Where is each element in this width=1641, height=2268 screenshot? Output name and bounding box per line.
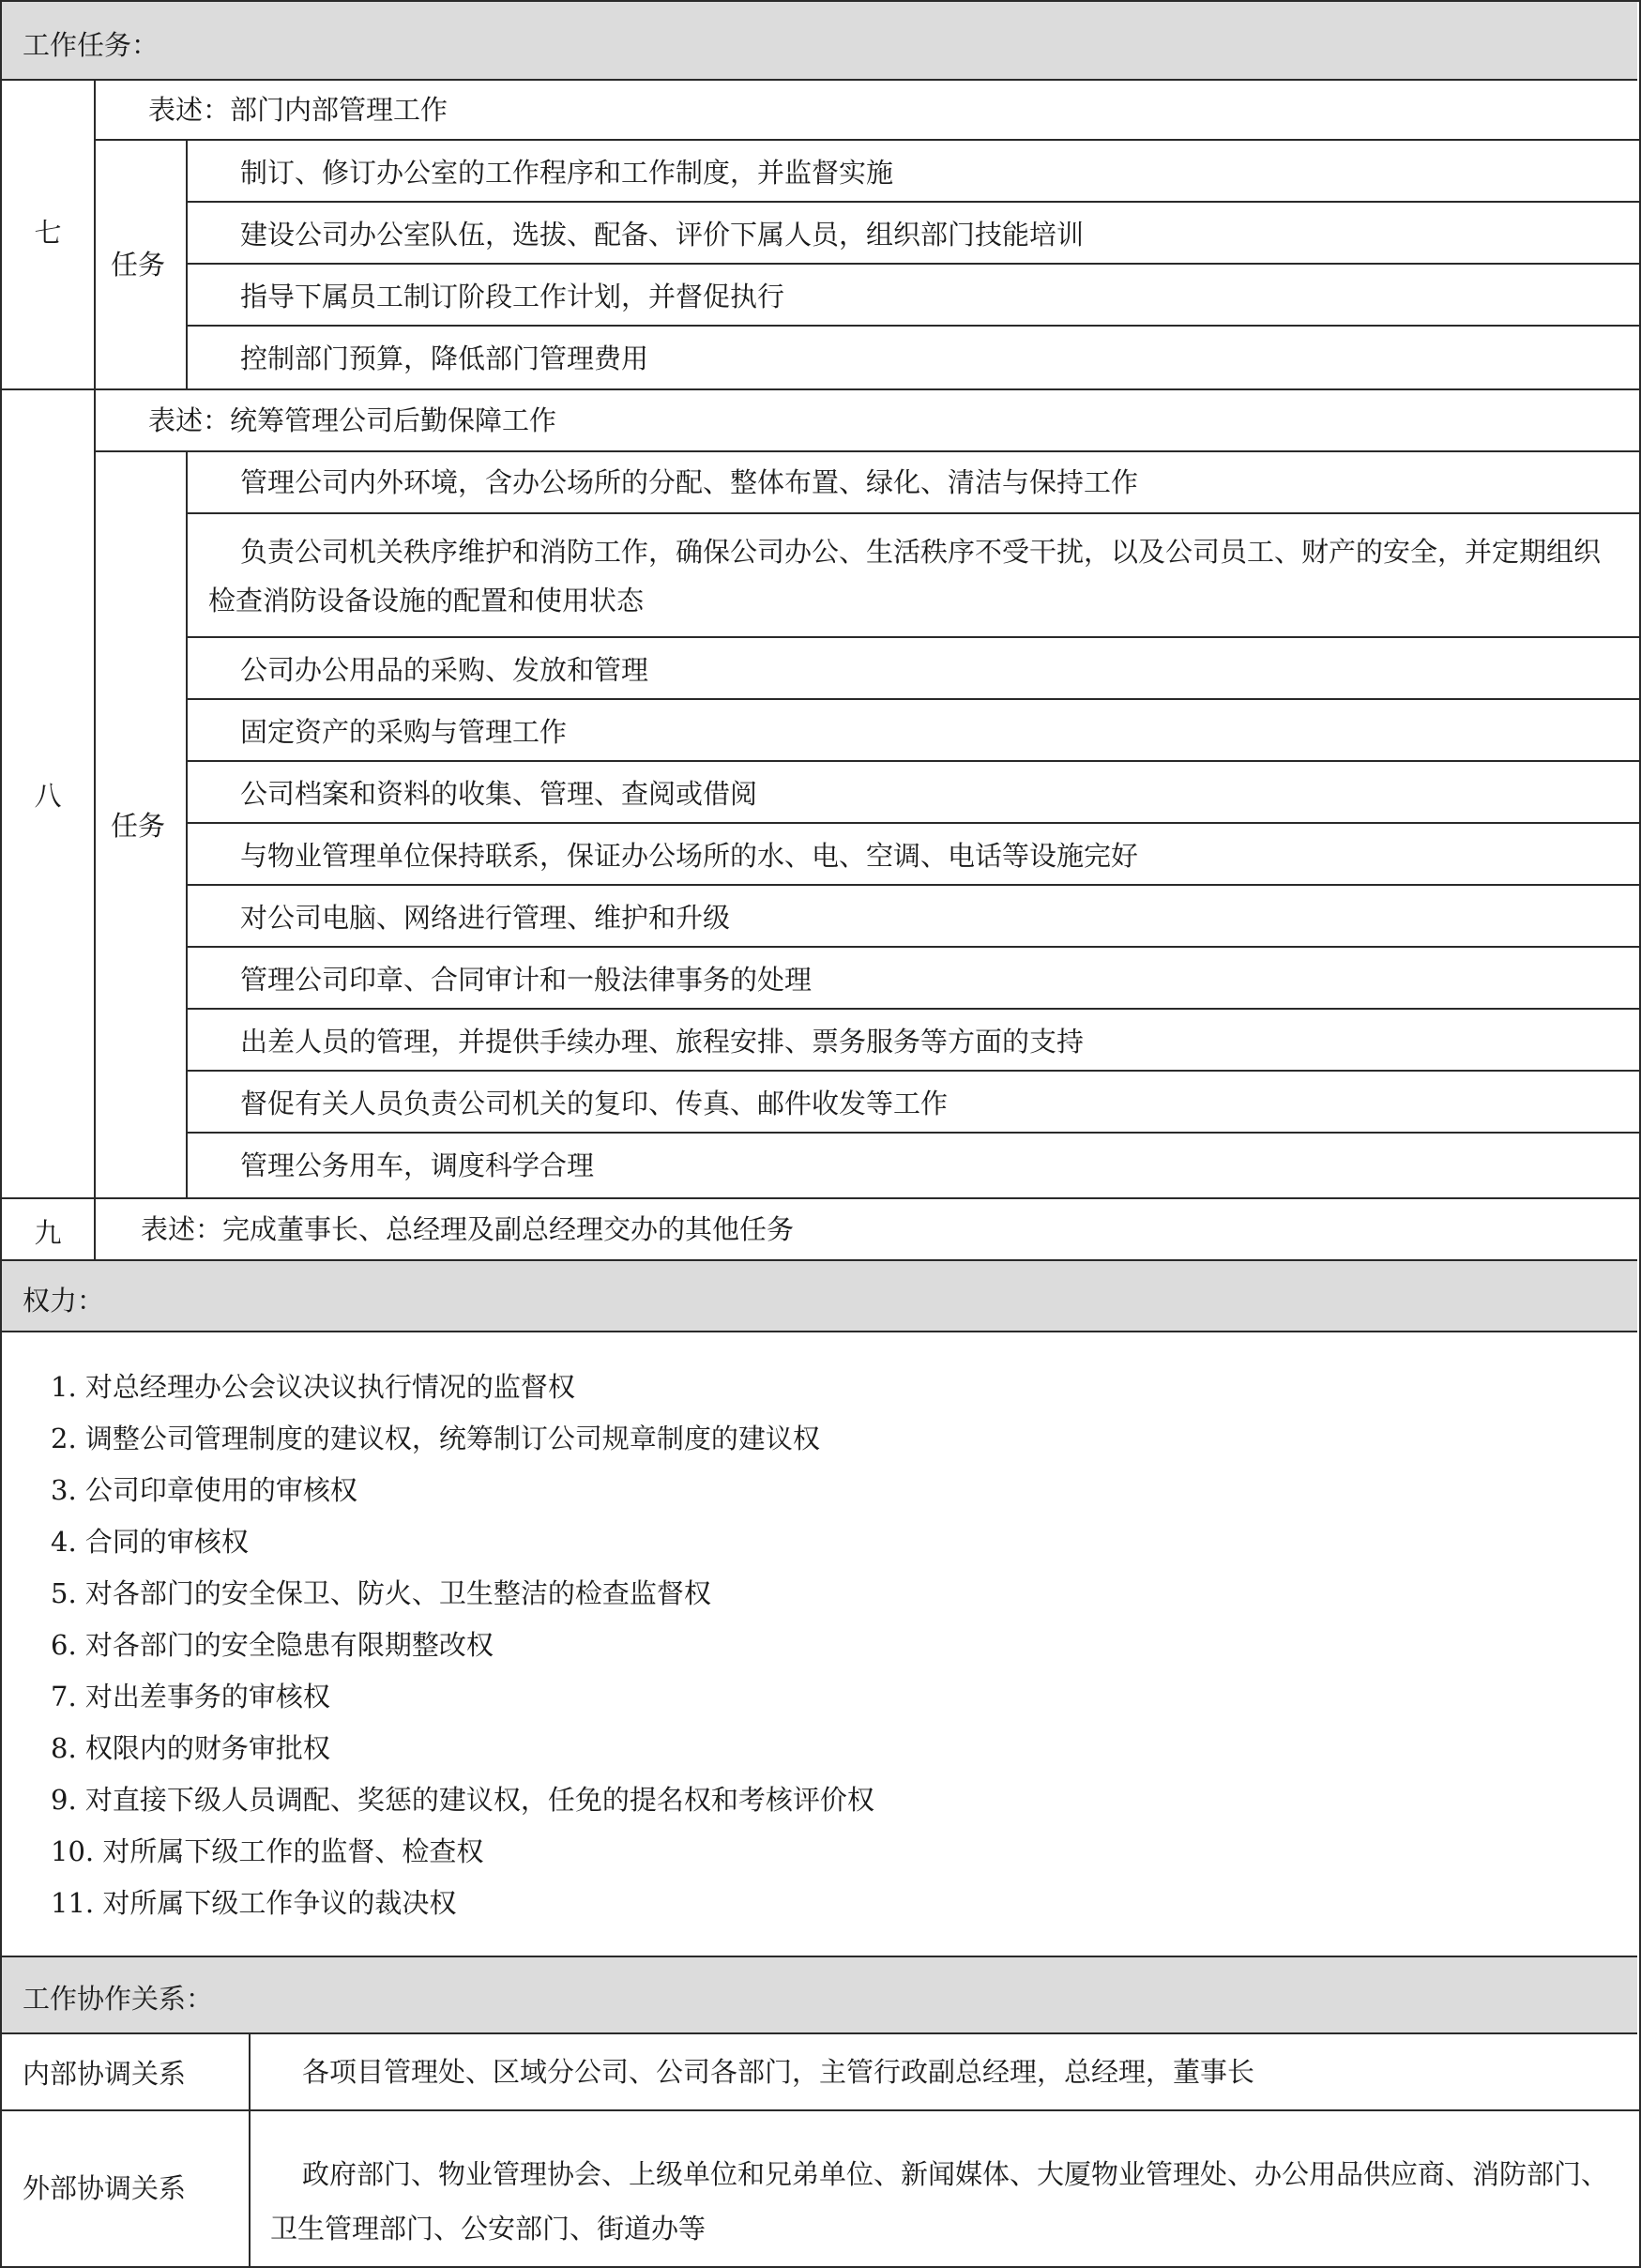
grid-line: [186, 512, 1639, 514]
grid-line: [249, 2034, 251, 2268]
task-label: 任务: [111, 810, 166, 842]
task-group-statement: 表述：完成董事长、总经理及副总经理交办的其他任务: [141, 1213, 795, 1245]
cooperation-label: 内部协调关系: [23, 2058, 187, 2090]
task-group-number: 七: [34, 217, 62, 249]
grid-line: [186, 822, 1639, 824]
task-item: 指导下属员工制订阶段工作计划，并督促执行: [240, 281, 785, 312]
grid-line: [94, 139, 1639, 141]
grid-line: [94, 450, 1639, 452]
task-item: 与物业管理单位保持联系，保证办公场所的水、电、空调、电话等设施完好: [240, 840, 1139, 872]
task-item: 管理公司印章、合同审计和一般法律事务的处理: [240, 964, 813, 996]
grid-line: [186, 760, 1639, 762]
authority-item: 6. 对各部门的安全隐患有限期整改权: [51, 1629, 494, 1661]
grid-line: [186, 325, 1639, 327]
task-group-statement: 表述：统筹管理公司后勤保障工作: [148, 404, 557, 436]
work-tasks-header: [2, 0, 1637, 81]
task-group-number: 九: [34, 1217, 62, 1249]
task-item: 管理公司内外环境，含办公场所的分配、整体布置、绿化、清洁与保持工作: [240, 466, 1139, 498]
task-item: 对公司电脑、网络进行管理、维护和升级: [240, 902, 731, 934]
task-item: 控制部门预算，降低部门管理费用: [240, 342, 649, 374]
grid-line: [0, 2109, 1641, 2111]
authority-item: 1. 对总经理办公会议决议执行情况的监督权: [51, 1371, 575, 1403]
authority-item: 9. 对直接下级人员调配、奖惩的建议权，任免的提名权和考核评价权: [51, 1784, 874, 1816]
task-item: 公司档案和资料的收集、管理、查阅或借阅: [240, 778, 758, 810]
authority-item: 8. 权限内的财务审批权: [51, 1732, 330, 1764]
task-item: 公司办公用品的采购、发放和管理: [240, 654, 649, 686]
grid-line: [186, 263, 1639, 265]
grid-line: [94, 81, 96, 1259]
authority-header: [2, 1259, 1637, 1332]
cooperation-header-label: 工作协作关系：: [23, 1983, 214, 2015]
task-item: 出差人员的管理，并提供手续办理、旅程安排、票务服务等方面的支持: [240, 1026, 1085, 1058]
grid-line: [186, 1070, 1639, 1072]
grid-line: [186, 139, 188, 388]
task-item: 管理公务用车，调度科学合理: [240, 1149, 595, 1181]
authority-item: 3. 公司印章使用的审核权: [51, 1474, 357, 1506]
task-item: 督促有关人员负责公司机关的复印、传真、邮件收发等工作: [240, 1088, 949, 1119]
task-item: 负责公司机关秩序维护和消防工作，确保公司办公、生活秩序不受干扰，以及公司员工、财产的安全，并定期组织检查消防设备设施的配置和使用状态: [208, 536, 1602, 616]
authority-item: 2. 调整公司管理制度的建议权，统筹制订公司规章制度的建议权: [51, 1423, 820, 1454]
cooperation-header: [2, 1956, 1637, 2034]
authority-item: 7. 对出差事务的审核权: [51, 1681, 330, 1712]
task-group-number: 八: [34, 780, 62, 812]
grid-line: [186, 946, 1639, 948]
authority-item: 11. 对所属下级工作争议的裁决权: [51, 1887, 457, 1919]
authority-header-label: 权力：: [23, 1285, 105, 1317]
grid-line: [0, 388, 1641, 390]
grid-line: [186, 450, 188, 1197]
task-item: 固定资产的采购与管理工作: [240, 716, 568, 748]
grid-line: [186, 884, 1639, 886]
task-item: 制订、修订办公室的工作程序和工作制度，并监督实施: [240, 157, 894, 189]
grid-line: [186, 636, 1639, 638]
grid-line: [186, 201, 1639, 203]
cooperation-value: 各项目管理处、区域分公司、公司各部门，主管行政副总经理，总经理，董事长: [302, 2056, 1255, 2088]
task-label: 任务: [111, 249, 166, 281]
cooperation-label: 外部协调关系: [23, 2172, 187, 2204]
grid-line: [0, 1197, 1641, 1199]
task-item: 建设公司办公室队伍，选拔、配备、评价下属人员，组织部门技能培训: [240, 219, 1085, 251]
grid-line: [186, 698, 1639, 700]
task-group-statement: 表述：部门内部管理工作: [148, 94, 448, 126]
authority-item: 10. 对所属下级工作的监督、检查权: [51, 1835, 484, 1867]
cooperation-value: 政府部门、物业管理协会、上级单位和兄弟单位、新闻媒体、大厦物业管理处、办公用品供应商、消防部门、卫生管理部门、公安部门、街道办等: [270, 2158, 1609, 2245]
grid-line: [186, 1008, 1639, 1010]
grid-line: [186, 1132, 1639, 1134]
work-tasks-header-label: 工作任务：: [23, 29, 160, 61]
authority-item: 4. 合同的审核权: [51, 1526, 249, 1558]
authority-item: 5. 对各部门的安全保卫、防火、卫生整洁的检查监督权: [51, 1577, 711, 1609]
